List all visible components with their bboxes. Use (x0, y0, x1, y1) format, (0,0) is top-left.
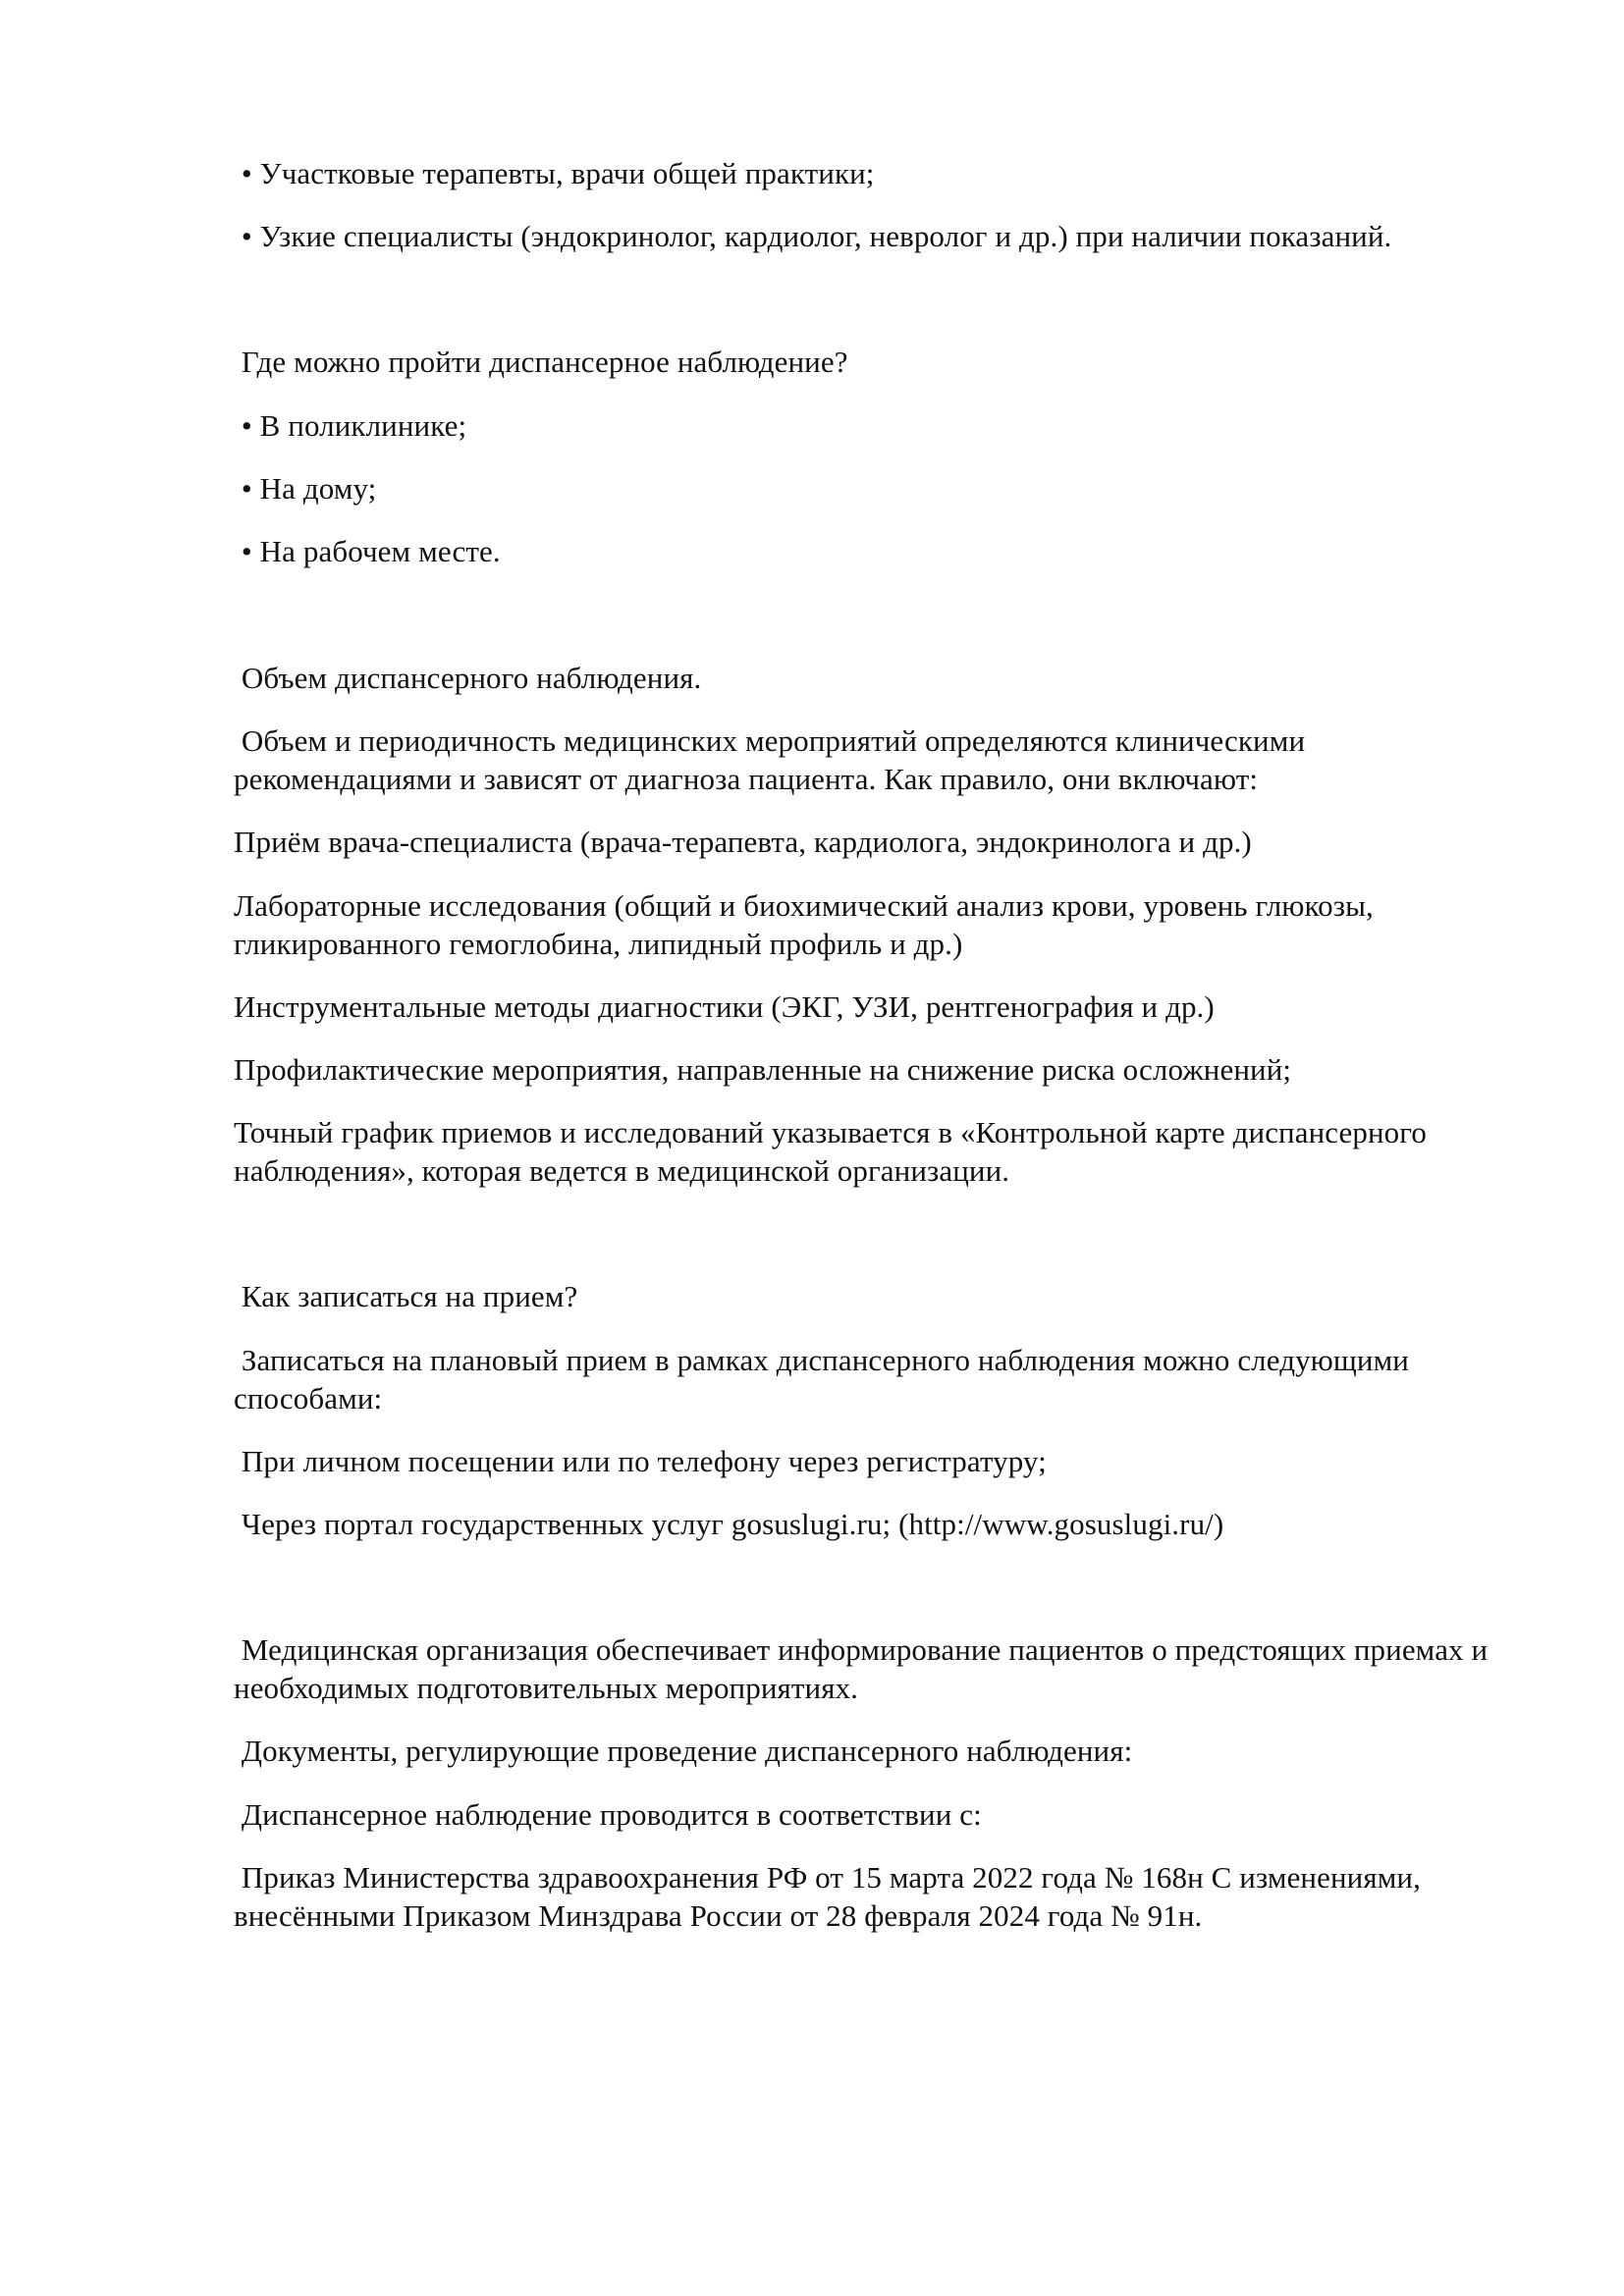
scope-intro: Объем и периодичность медицинских мероприятий определяются клиническими рекомендациями и зависят от диагноза пациента. Как правило, они включают: (234, 723, 1313, 796)
appointment-item-registry: При личном посещении или по телефону через регистратуру; (234, 1444, 1047, 1478)
where-item-clinic: • В поликлинике; (234, 408, 467, 443)
documents-intro: Диспансерное наблюдение проводится в соответствии с: (234, 1797, 982, 1832)
order-reference: Приказ Министерства здравоохранения РФ от 15 марта 2022 года № 168н С изменениями, внесёнными Приказом Минздрава России от 28 февраля 2024 года № 91н. (234, 1860, 1429, 1933)
notification-paragraph: Медицинская организация обеспечивает информирование пациентов о предстоящих приемах и необходимых подготовительных мероприятиях. (234, 1632, 1496, 1705)
scope-item-lab: Лабораторные исследования (общий и биохимический анализ крови, уровень глюкозы, гликированного гемоглобина, липидный профиль и др.) (234, 888, 1381, 961)
scope-item-specialist: Приём врача-специалиста (врача-терапевта, кардиолога, эндокринолога и др.) (234, 825, 1252, 859)
scope-schedule-note: Точный график приемов и исследований указывается в «Контрольной карте диспансерного наблюдения», которая ведется в медицинской организации. (234, 1115, 1435, 1188)
appointment-item-portal: Через портал государственных услуг gosuslugi.ru; (http://www.gosuslugi.ru/) (234, 1507, 1224, 1541)
documents-heading: Документы, регулирующие проведение диспансерного наблюдения: (234, 1734, 1133, 1768)
appointment-intro: Записаться на плановый прием в рамках диспансерного наблюдения можно следующими способами: (234, 1343, 1417, 1415)
scope-item-preventive: Профилактические мероприятия, направленные на снижение риска осложнений; (234, 1052, 1292, 1087)
scope-item-instrumental: Инструментальные методы диагностики (ЭКГ, УЗИ, рентгенография и др.) (234, 989, 1215, 1024)
where-item-home: • На дому; (234, 471, 377, 506)
scope-heading: Объем диспансерного наблюдения. (234, 661, 702, 695)
specialist-item-narrow: • Узкие специалисты (эндокринолог, кардиолог, невролог и др.) при наличии показаний. (234, 219, 1392, 253)
specialist-item-therapists: • Участковые терапевты, врачи общей практики; (234, 156, 875, 190)
appointment-heading: Как записаться на прием? (234, 1279, 578, 1313)
where-item-workplace: • На рабочем месте. (234, 534, 501, 568)
where-heading: Где можно пройти диспансерное наблюдение? (234, 345, 848, 379)
